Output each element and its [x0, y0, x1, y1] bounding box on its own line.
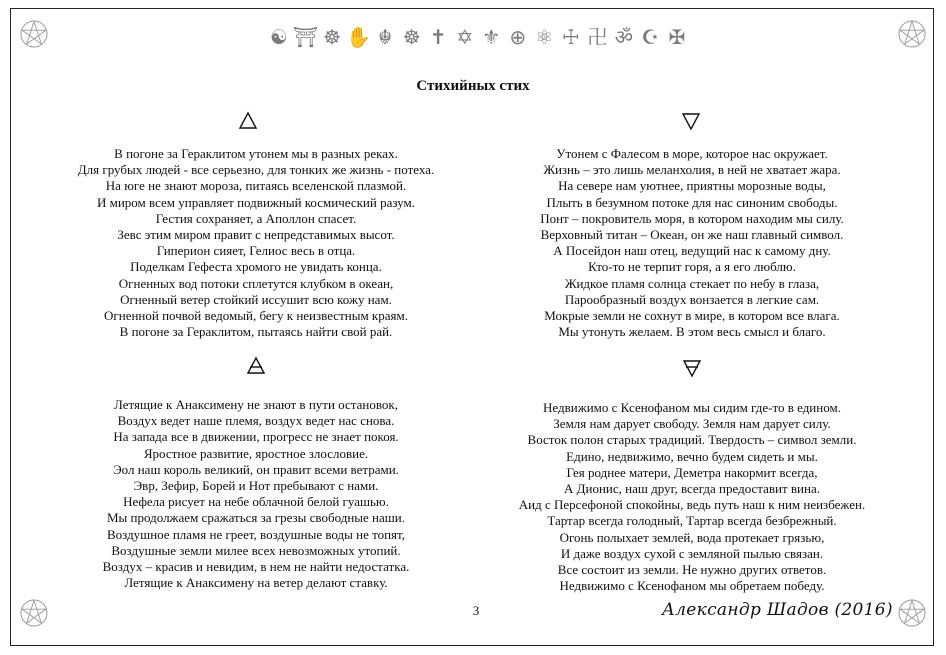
- cross-icon: ✝: [429, 25, 447, 49]
- poem-line: Гиперион сияет, Гелиос весь в отца.: [156, 243, 356, 259]
- poem-line: Восток полон старых традиций. Твердость – символ земли.: [527, 432, 857, 448]
- poem-line: Воздушное пламя не греет, воздушные воды не топят,: [107, 526, 405, 542]
- religious-symbols-row: [268, 22, 688, 52]
- crescent-star-icon: ☪: [641, 25, 660, 49]
- pentagram-ornament-icon: [897, 598, 927, 628]
- poem-line: Мокрые земли не сохнут в мире, в котором все влага.: [544, 308, 840, 324]
- hamsa-icon: ✋: [346, 25, 372, 49]
- dharma-wheel-icon: ☸: [323, 25, 342, 49]
- poem-water: [472, 146, 912, 340]
- poem-line: И миром всем управляет подвижный космический разум.: [96, 194, 416, 210]
- poem-line: Понт – покровитель моря, в котором находим мы силу.: [540, 210, 844, 226]
- atom-icon: ⚛: [535, 25, 554, 49]
- om-icon: ॐ: [614, 25, 634, 49]
- earth-triangle-icon: [672, 358, 712, 384]
- poem-line: Нефела рисует на небе облачной белой гуашью.: [123, 494, 389, 510]
- poem-line: Эол наш король великий, он правит всеми ветрами.: [113, 461, 399, 477]
- poem-line: Поделкам Гефеста хромого не увидать конца.: [130, 259, 382, 275]
- poem-air: [36, 397, 476, 591]
- poem-line: Кто-то не терпит горя, а я его люблю.: [588, 259, 796, 275]
- poem-line: Огненных вод потоки сплетутся клубком в океан,: [118, 275, 394, 291]
- poem-line: На юге не знают мороза, питаясь вселенской плазмой.: [105, 178, 407, 194]
- poem-earth: [472, 400, 912, 594]
- poem-line: Тартар всегда голодный, Тартар всегда безбрежный.: [547, 513, 837, 529]
- poem-line: Летящие к Анаксимену на ветер делают ставку.: [124, 575, 388, 591]
- fire-triangle-icon: [228, 111, 268, 137]
- poem-line: Едино, недвижимо, вечно будем сидеть и мы.: [566, 448, 818, 464]
- author-signature: Александр Шадов (2016): [662, 600, 893, 620]
- page-number: 3: [472, 603, 480, 618]
- poem-line: Верховный титан – Океан, он же наш главный символ.: [540, 227, 844, 243]
- poem-line: Парообразный воздух вонзается в легкие сам.: [564, 291, 820, 307]
- poem-line: А Посейдон наш отец, ведущий нас к самому дну.: [553, 243, 831, 259]
- poem-line: Огненной почвой ведомый, бегу к неизвестным краям.: [104, 308, 408, 324]
- pentagram-ornament-icon: [897, 19, 927, 49]
- poem-line: Огонь полыхает землей, вода протекает грязью,: [559, 529, 825, 545]
- poem-line: Гея роднее матери, Деметра накормит всегда,: [566, 464, 818, 480]
- poem-line: Воздух ведет наше племя, воздух ведет нас снова.: [117, 413, 395, 429]
- page-title: Стихийных стих: [416, 78, 530, 94]
- ichthys-icon: ☩: [561, 25, 580, 49]
- poem-line: Яростное развитие, яростное злословие.: [143, 445, 369, 461]
- poem-line: На запада все в движении, прогресс не знает покоя.: [113, 429, 399, 445]
- poem-line: На севере нам уютнее, приятны морозные воды,: [558, 178, 826, 194]
- poem-line: Мы утонуть желаем. В этом весь смысл и благо.: [558, 324, 826, 340]
- celtic-cross-icon: ⊕: [509, 25, 527, 49]
- torii-icon: ⛩: [292, 25, 319, 49]
- poem-line: Аид с Персефоной спокойны, ведь путь наш к ним неизбежен.: [518, 497, 866, 513]
- khanda-icon: ☬: [378, 25, 393, 49]
- poem-line: Недвижимо с Ксенофаном мы сидим где-то в едином.: [543, 400, 841, 415]
- poem-line: Земля нам дарует свободу. Земля нам дарует силу.: [553, 416, 831, 432]
- star-of-david-icon: ✡: [456, 25, 474, 49]
- poem-line: В погоне за Гераклитом, пытаясь найти свой рай.: [119, 324, 393, 340]
- dharma-wheel-icon: ☸: [402, 25, 421, 49]
- swastika-icon: 卍: [587, 25, 608, 49]
- poem-line: Недвижимо с Ксенофаном мы обретаем победу.: [559, 578, 825, 594]
- poem-line: Огненный ветер стойкий иссушит всю кожу нам.: [120, 291, 392, 307]
- air-triangle-icon: [236, 356, 276, 382]
- poem-line: Зевс этим миром правит с непредставимых высот.: [117, 227, 395, 243]
- poem-line: Утонем с Фалесом в море, которое нас окружает.: [556, 146, 828, 161]
- poem-line: Мы продолжаем сражаться за грезы свободные наши.: [107, 510, 405, 526]
- poem-line: А Дионис, наш друг, всегда предоставит вина.: [564, 481, 820, 497]
- poem-line: Жидкое пламя солнца стекает по небу в глаза,: [564, 275, 820, 291]
- poem-line: Все состоит из земли. Не нужно других ответов.: [557, 562, 827, 578]
- iron-cross-icon: ✠: [668, 25, 686, 49]
- lotus-icon: ⚜: [482, 25, 501, 49]
- poem-line: Для грубых людей - все серьезно, для тонких же жизнь - потеха.: [77, 162, 435, 178]
- poem-line: Плыть в безумном потоке для нас синоним свободы.: [546, 194, 838, 210]
- poem-line: Воздушные земли милее всех невозможных утопий.: [111, 542, 401, 558]
- poem-line: Эвр, Зефир, Борей и Нот пребывают с нами.: [133, 478, 379, 494]
- poem-line: Жизнь – это лишь меланхолия, в ней не хватает жара.: [543, 162, 841, 178]
- water-triangle-icon: [671, 111, 711, 137]
- poem-fire: [36, 146, 476, 340]
- pentagram-ornament-icon: [19, 598, 49, 628]
- poem-line: В погоне за Гераклитом утонем мы в разных реках.: [114, 146, 398, 161]
- poem-line: Воздух – красив и невидим, в нем не найти недостатка.: [102, 559, 410, 575]
- poem-line: Летящие к Анаксимену не знают в пути остановок,: [114, 397, 398, 412]
- poem-line: И даже воздух сухой с земляной пылью связан.: [560, 545, 824, 561]
- yin-yang-icon: ☯: [270, 25, 288, 49]
- pentagram-ornament-icon: [19, 19, 49, 49]
- poem-line: Гестия сохраняет, а Аполлон спасет.: [155, 210, 357, 226]
